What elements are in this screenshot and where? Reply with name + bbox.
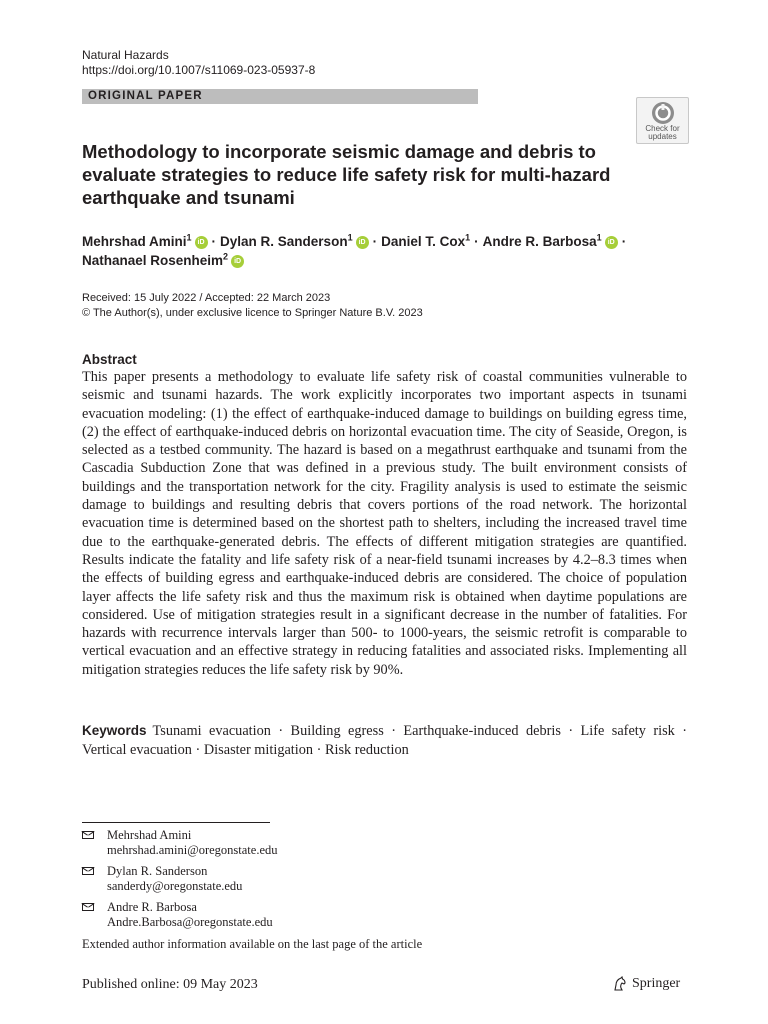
author-separator: · <box>474 234 479 249</box>
contact-email[interactable]: sanderdy@oregonstate.edu <box>107 879 243 893</box>
affiliation-mark: 1 <box>347 232 353 243</box>
affiliation-mark: 1 <box>186 232 192 243</box>
contact-email[interactable]: Andre.Barbosa@oregonstate.edu <box>107 915 273 929</box>
orcid-icon[interactable]: iD <box>195 236 208 249</box>
author-rosenheim <box>82 253 244 268</box>
crossmark-icon <box>651 101 675 125</box>
extended-author-info: Extended author information available on the last page of the article <box>82 937 423 951</box>
doi-link[interactable]: https://doi.org/10.1007/s11069-023-05937-8 <box>82 63 316 77</box>
author-list <box>82 232 682 270</box>
publisher-name: Springer <box>632 976 681 991</box>
envelope-icon <box>82 831 94 839</box>
keywords-text: Tsunami evacuation · Building egress · Earthquake-induced debris · Life safety risk · Vertical evacuation · Disaster mitigation · Risk reduction <box>82 723 687 758</box>
author-cox <box>381 234 470 249</box>
author-separator: · <box>211 234 217 249</box>
author-sanderson <box>220 234 369 249</box>
received-accepted-dates: Received: 15 July 2022 / Accepted: 22 March 2023 <box>82 292 331 304</box>
publisher-logo <box>612 974 680 994</box>
copyright-notice: © The Author(s), under exclusive licence to Springer Nature B.V. 2023 <box>82 307 423 319</box>
orcid-icon[interactable]: iD <box>356 236 369 249</box>
article-type-label: ORIGINAL PAPER <box>88 90 203 102</box>
abstract-text: This paper presents a methodology to evaluate life safety risk of coastal communities vulnerable to seismic and tsunami hazards. The work explicitly incorporates two important aspects in tsunami evacuation modeling: (1) the effect of earthquake-induced damage to buildings on building egress time, (2) the effect of earthquake-induced debris on horizontal evacuation time. The city of Seaside, Oregon, is selected as a testbed community. The hazard is based on a megathrust earthquake and tsunami from the Cascadia Subduction Zone that was defined in a previous study. The built environment consists of buildings and the transportation network for the city. Fragility analysis is used to estimate the seismic damage to buildings and resulting debris that covers portions of the road network. The horizontal evacuation time is determined based on the shortest path to shelters, including the increased travel time due to the earthquake-generated debris. The effects of different mitigation strategies are quantified. Results indicate the fatality and life safety risk of a near-field tsunami increases by 4.2–8.3 times when the effects of building egress and earthquake-induced debris are considered. The choice of population layer affects the life safety risk and thus the maximum risk is obtained when daytime populations are considered. Use of mitigation strategies result in a significant decrease in the number of fatalities. For hazards with recurrence intervals larger than 500- to 1000-years, the seismic retrofit is comparable to vertical evacuation and an effective strategy in reducing fatalities and associated risks. Implementing all mitigation strategies reduces the life safety risk by 90%. <box>82 369 687 678</box>
contact-name: Andre R. Barbosa <box>107 900 197 914</box>
contact-name: Mehrshad Amini <box>107 828 192 842</box>
author-name: Mehrshad Amini <box>82 234 187 249</box>
springer-horse-icon <box>612 976 628 992</box>
contact-email[interactable]: mehrshad.amini@oregonstate.edu <box>107 843 278 857</box>
affiliation-mark: 1 <box>465 232 471 243</box>
author-name: Dylan R. Sanderson <box>220 234 348 249</box>
orcid-icon[interactable]: iD <box>231 255 244 268</box>
envelope-icon <box>82 867 94 875</box>
affiliation-mark: 1 <box>596 232 602 243</box>
footnote-divider <box>82 822 270 823</box>
author-barbosa <box>483 234 618 249</box>
check-updates-label: Check for updates <box>645 124 680 141</box>
envelope-icon <box>82 903 94 911</box>
abstract-heading: Abstract <box>82 352 137 367</box>
author-name: Andre R. Barbosa <box>482 234 597 249</box>
author-amini <box>82 234 208 249</box>
author-name: Nathanael Rosenheim <box>82 253 224 268</box>
orcid-icon[interactable]: iD <box>605 236 618 249</box>
keywords-label: Keywords <box>82 723 147 738</box>
author-name: Daniel T. Cox <box>381 234 466 249</box>
published-date: Published online: 09 May 2023 <box>82 977 258 992</box>
check-for-updates-button[interactable] <box>636 97 689 144</box>
article-title: Methodology to incorporate seismic damage and debris to evaluate strategies to reduce life safety risk for multi-hazard earthquake and tsunami <box>82 141 611 208</box>
journal-name: Natural Hazards <box>82 48 169 62</box>
keywords-block <box>82 722 687 759</box>
author-separator: · <box>372 234 378 249</box>
contact-name: Dylan R. Sanderson <box>107 864 208 878</box>
affiliation-mark: 2 <box>223 251 229 262</box>
author-separator: · <box>621 234 627 249</box>
